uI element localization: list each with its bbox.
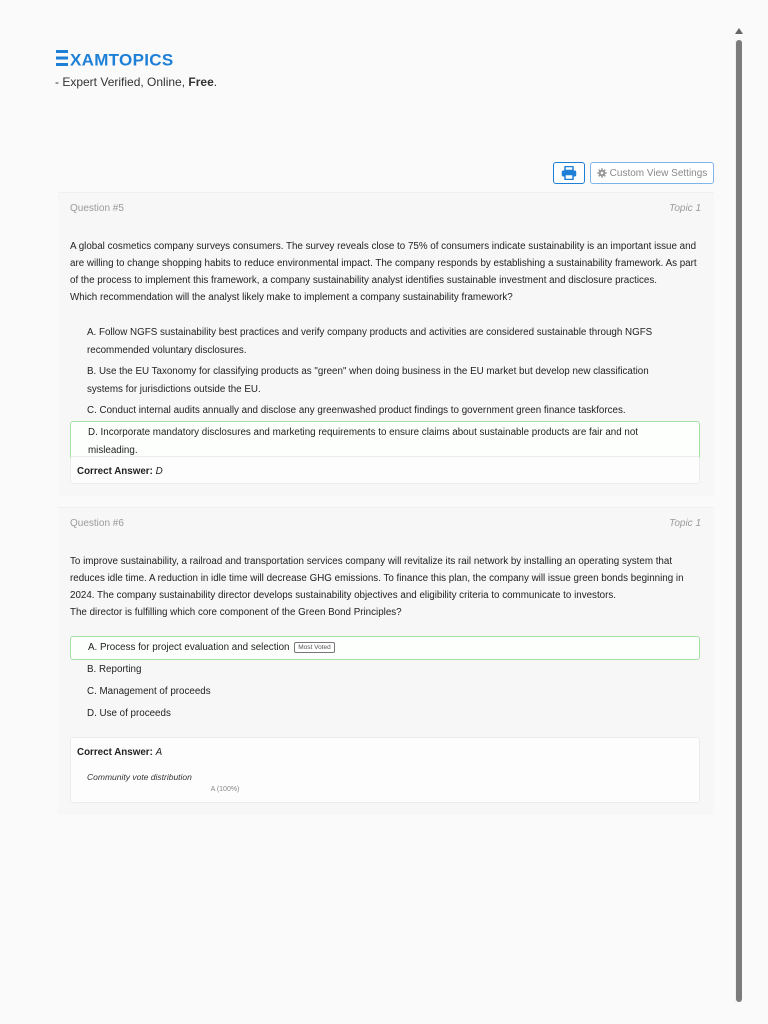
choice-b[interactable]: B. Use the EU Taxonomy for classifying products as "green" when doing business in the EU market but develop new classification systems for jurisdictions outside the EU. — [87, 366, 649, 395]
printer-icon — [561, 166, 577, 180]
correct-answer-box — [70, 737, 700, 803]
question-number: Question #5 — [70, 203, 124, 214]
question-text — [70, 553, 700, 621]
vote-bar-label-a: A (100%) — [210, 786, 240, 793]
choice-a-correct[interactable]: A. Process for project evaluation and selection Most Voted — [70, 636, 700, 660]
correct-answer-value: A — [155, 747, 163, 758]
scroll-up-arrow-icon[interactable] — [734, 27, 744, 35]
correct-answer: Correct Answer: D — [77, 466, 163, 477]
choice-d-correct[interactable]: D. Incorporate mandatory disclosures and marketing requirements to ensure claims about sustainable products are fair and not misleading. — [70, 421, 700, 462]
question-paragraph: To improve sustainability, a railroad and transportation services company will revitalize its rail network by installing an operating system that reduces idle time. A reduction in idle time will decrease GHG emissions. To finance this plan, the company will issue green bonds beginning in 2024. The company sustainability director develops sustainability objectives and eligibility criteria to communicate to investors. — [70, 556, 684, 601]
most-voted-badge: Most Voted — [294, 642, 335, 653]
question-prompt: The director is fulfilling which core component of the Green Bond Principles? — [70, 607, 402, 618]
question-paragraph: A global cosmetics company surveys consumers. The survey reveals close to 75% of consumers indicate sustainability is an important issue and are willing to change shopping habits to reduce environmental impact. The company responds by establishing a sustainability framework. As part of the process to implement this framework, a company sustainability analyst identifies sustainable investment and disclosure practices. — [70, 241, 697, 286]
scrollbar-thumb[interactable] — [736, 40, 742, 1002]
question-card-6 — [58, 507, 714, 815]
print-button[interactable] — [553, 162, 585, 184]
custom-view-settings-label: Custom View Settings — [609, 167, 708, 179]
custom-view-settings-button[interactable] — [590, 162, 714, 184]
examtopics-logo[interactable] — [56, 47, 186, 69]
question-topic: Topic 1 — [669, 518, 701, 529]
correct-answer: Correct Answer: A — [77, 747, 163, 758]
choice-a[interactable]: A. Follow NGFS sustainability best practices and verify company products and activities are considered sustainable through NGFS recommended voluntary disclosures. — [87, 327, 653, 356]
correct-answer-value: D — [155, 466, 163, 477]
correct-answer-box — [70, 456, 700, 484]
vote-distribution-title: Community vote distribution — [87, 772, 192, 782]
svg-text:XAMTOPICS: XAMTOPICS — [70, 50, 174, 69]
choice-b[interactable]: B. Reporting — [87, 664, 142, 675]
question-prompt: Which recommendation will the analyst likely make to implement a company sustainability framework? — [70, 292, 513, 303]
question-topic: Topic 1 — [669, 203, 701, 214]
question-text — [70, 238, 700, 306]
tagline: - Expert Verified, Online, Free. — [55, 75, 218, 89]
question-card-5 — [58, 192, 714, 496]
gear-icon — [597, 168, 607, 178]
choice-c[interactable]: C. Management of proceeds — [87, 686, 211, 697]
question-number: Question #6 — [70, 518, 124, 529]
choice-d[interactable]: D. Use of proceeds — [87, 708, 171, 719]
choice-c[interactable]: C. Conduct internal audits annually and disclose any greenwashed product findings to government green finance taskforces. — [87, 405, 626, 416]
vote-distribution-bar — [87, 785, 363, 795]
